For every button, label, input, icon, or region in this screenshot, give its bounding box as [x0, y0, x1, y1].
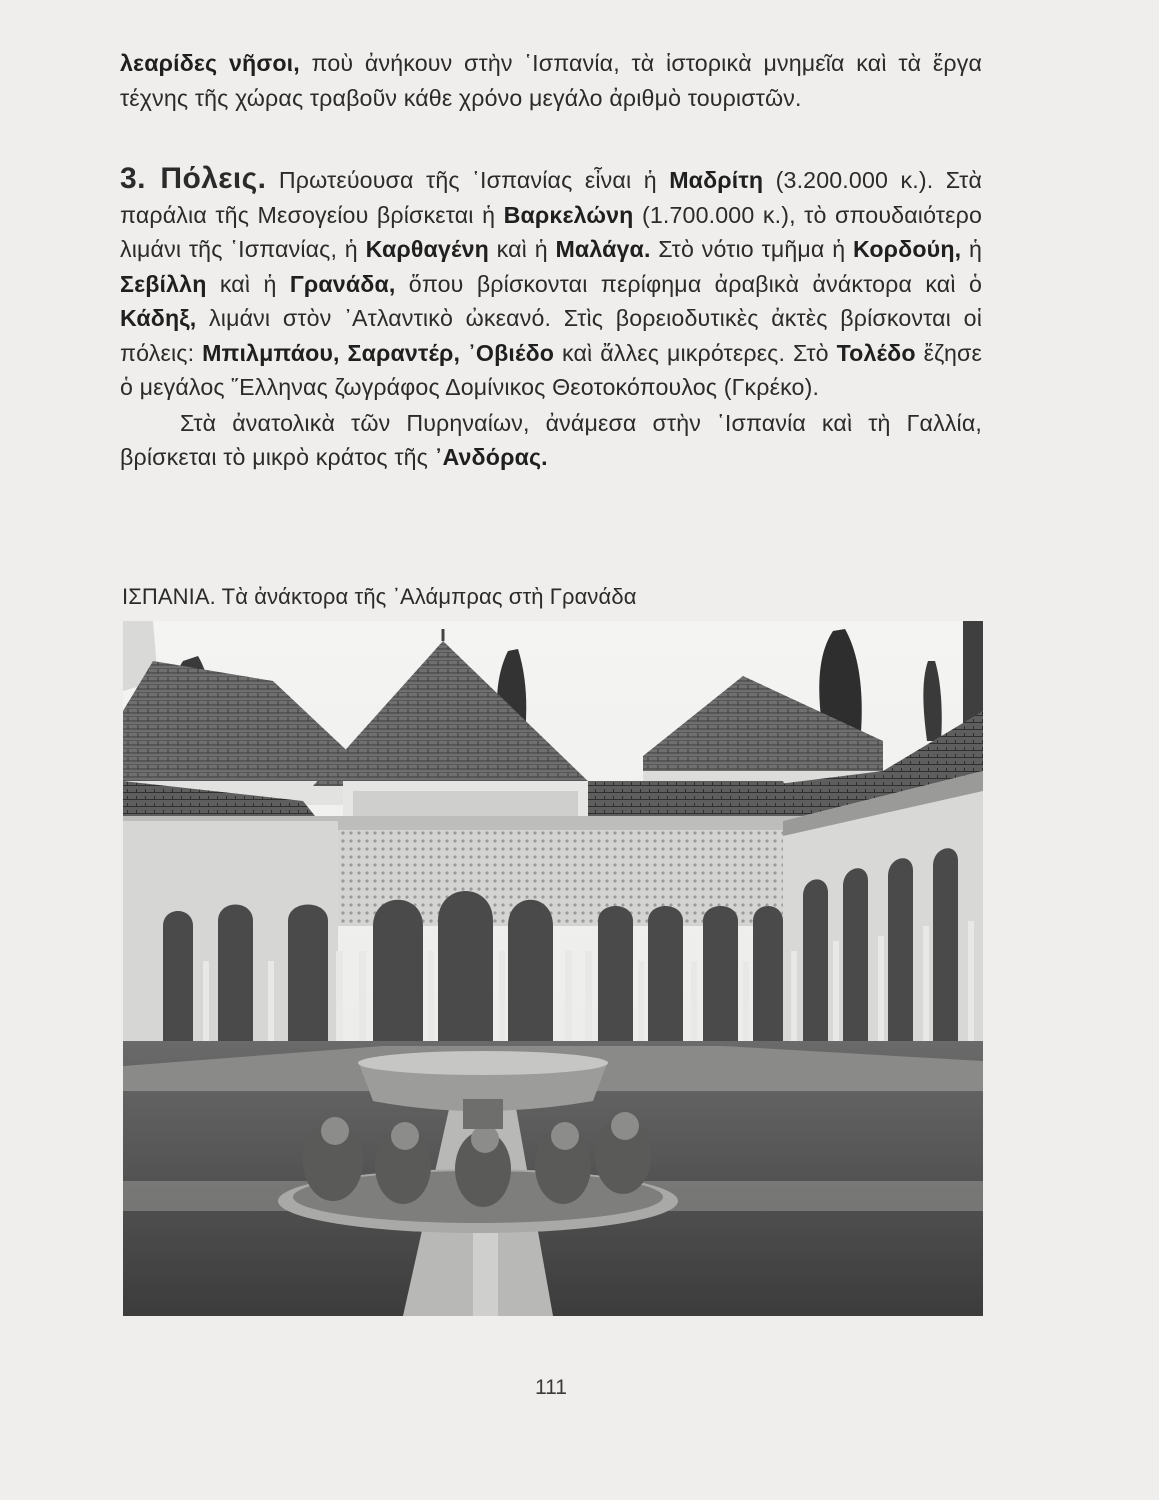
figure-caption: ΙΣΠΑΝΙΑ. Τὰ ἀνάκτορα τῆς ᾿Αλάμπρας στὴ Γρανάδα: [122, 584, 637, 609]
paragraph-cities: [120, 162, 982, 405]
paragraph-tourism: [120, 46, 982, 115]
text-run: ἔζησε ὁ μεγάλος ῞Ελληνας ζωγράφος Δομίνικος Θεοτοκόπουλος (Γκρέκο).: [120, 339, 983, 400]
section-heading: 3. Πόλεις.: [120, 162, 267, 195]
country-andorra: ᾿Ανδόρας.: [434, 444, 548, 470]
city-malaga: Μαλάγα.: [555, 236, 651, 262]
city-toledo: Τολέδο: [836, 339, 916, 366]
city-cartagena: Καρθαγένη: [365, 236, 489, 262]
text-run: ἡ: [961, 236, 982, 262]
body-text: [120, 46, 982, 475]
bold-term: λεαρίδες νῆσοι,: [120, 50, 300, 76]
city-cadiz: Κάδηξ,: [120, 305, 197, 331]
text-run: Πρωτεύουσα τῆς ῾Ισπανίας εἶναι ἡ: [266, 167, 670, 193]
city-cordoba: Κορδούη,: [852, 236, 962, 262]
page-number: 111: [535, 1376, 567, 1399]
city-granada: Γρανάδα,: [289, 270, 396, 297]
text-run: Στὰ ἀνατολικὰ τῶν Πυρηναίων, ἀνάμεσα στὴν ῾Ισπανία καὶ τὴ Γαλλία, βρίσκεται τὸ μικρὸ κράτος τῆς: [120, 409, 982, 470]
text-run: καὶ ἡ: [206, 270, 290, 297]
text-run: καὶ ἡ: [488, 236, 556, 262]
paragraph-text: ποὺ ἀνήκουν στὴν ῾Ισπανία, τὰ ἱστορικὰ μνημεῖα καὶ τὰ ἔργα τέχνης τῆς χώρας τραβοῦν κάθε χρόνο μεγάλο ἀριθμὸ τουριστῶν.: [120, 50, 983, 111]
city-madrid: Μαδρίτη: [669, 167, 764, 193]
city-seville: Σεβίλλη: [120, 270, 207, 297]
text-run: (1.700.000 κ.), τὸ σπουδαιότερο λιμάνι τῆς ῾Ισπανίας, ἡ: [120, 201, 982, 262]
cities-northwest: Μπιλμπάου, Σαραντέρ, ᾿Οβιέδο: [202, 339, 555, 366]
text-run: καὶ ἄλλες μικρότερες. Στὸ: [554, 339, 837, 366]
text-run: (3.200.000 κ.). Στὰ παράλια τῆς Μεσογείου βρίσκεται ἡ: [120, 167, 983, 228]
alhambra-illustration: [123, 621, 983, 1316]
alhambra-photo: [123, 621, 983, 1316]
paragraph-andorra: [120, 406, 982, 475]
text-run: ὅπου βρίσκονται περίφημα ἀραβικὰ ἀνάκτορα καὶ ὁ: [395, 270, 983, 297]
text-run: Στὸ νότιο τμῆμα ἡ: [650, 236, 853, 262]
text-run: λιμάνι στὸν ᾿Ατλαντικὸ ὠκεανό. Στὶς βορειοδυτικὲς ἀκτὲς βρίσκονται οἱ πόλεις:: [120, 305, 982, 366]
city-barcelona: Βαρκελώνη: [503, 201, 634, 228]
